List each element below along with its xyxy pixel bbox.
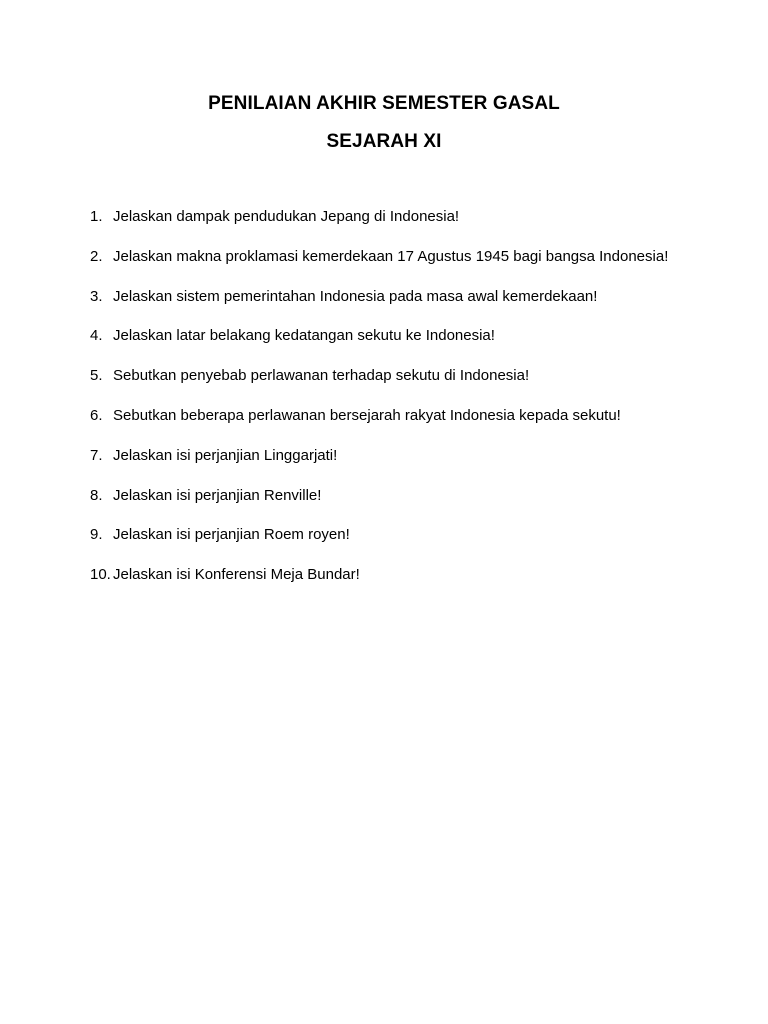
question-text: Sebutkan penyebab perlawanan terhadap sekutu di Indonesia! bbox=[113, 367, 530, 385]
question-text: Jelaskan sistem pemerintahan Indonesia pada masa awal kemerdekaan! bbox=[113, 287, 598, 305]
question-number: 7. bbox=[90, 446, 103, 464]
question-number: 9. bbox=[90, 526, 103, 544]
question-text: Jelaskan isi perjanjian Linggarjati! bbox=[113, 446, 338, 464]
question-number: 2. bbox=[90, 247, 103, 265]
question-number: 1. bbox=[90, 208, 103, 225]
question-number: 4. bbox=[90, 327, 103, 345]
question-number: 8. bbox=[90, 486, 103, 504]
question-text: Jelaskan dampak pendudukan Jepang di Indonesia! bbox=[113, 208, 460, 225]
question-text: Jelaskan latar belakang kedatangan sekutu ke Indonesia! bbox=[113, 327, 495, 345]
page-title: PENILAIAN AKHIR SEMESTER GASAL bbox=[208, 93, 560, 114]
question-text: Jelaskan makna proklamasi kemerdekaan 17 Agustus 1945 bagi bangsa Indonesia! bbox=[113, 247, 669, 265]
question-text: Jelaskan isi perjanjian Roem royen! bbox=[113, 526, 350, 544]
question-text: Sebutkan beberapa perlawanan bersejarah rakyat Indonesia kepada sekutu! bbox=[113, 406, 621, 424]
question-number: 3. bbox=[90, 287, 103, 305]
question-text: Jelaskan isi perjanjian Renville! bbox=[113, 486, 322, 504]
question-number: 5. bbox=[90, 367, 103, 385]
question-number: 10. bbox=[90, 566, 111, 584]
question-text: Jelaskan isi Konferensi Meja Bundar! bbox=[113, 566, 360, 584]
page-subtitle: SEJARAH XI bbox=[326, 131, 442, 152]
question-number: 6. bbox=[90, 406, 103, 424]
